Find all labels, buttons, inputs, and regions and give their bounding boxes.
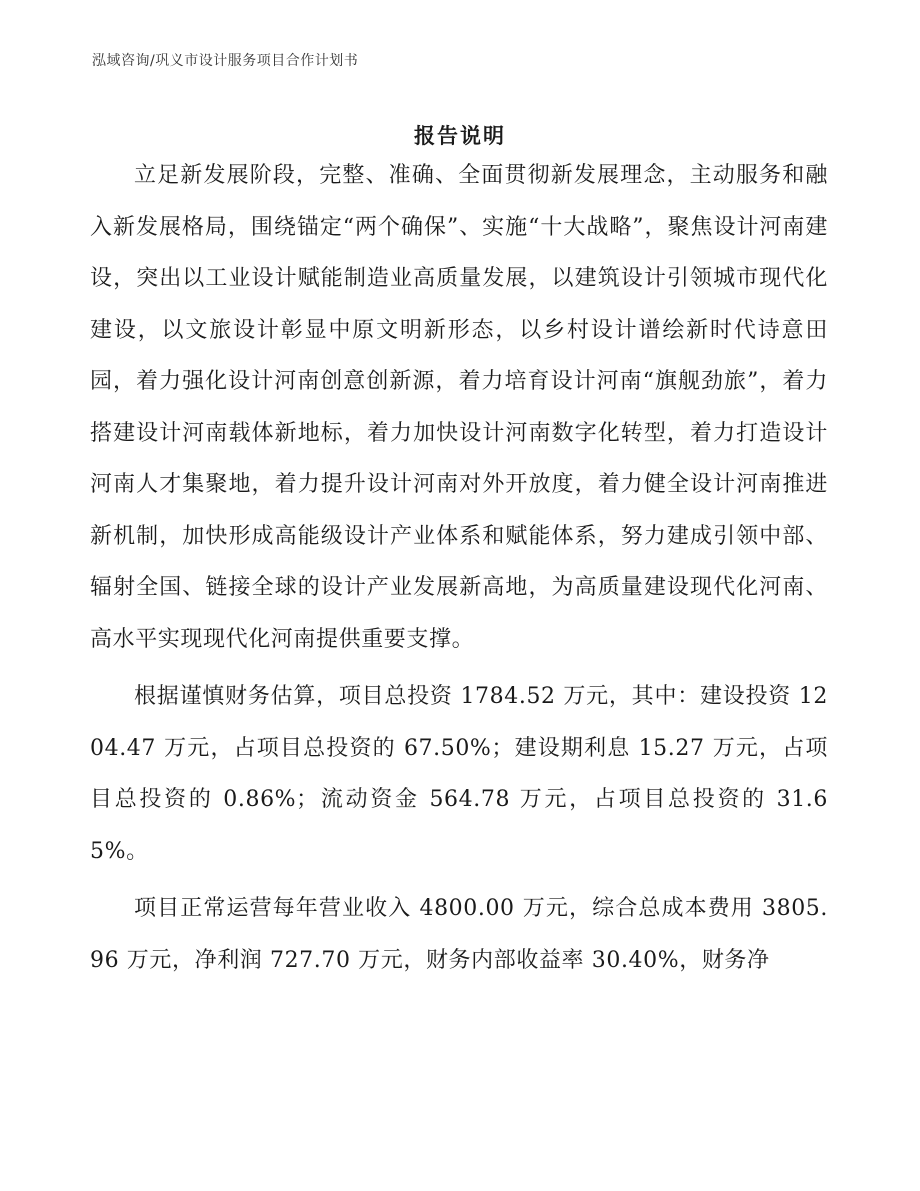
paragraph-investment-estimate: 根据谨慎财务估算，项目总投资 1784.52 万元，其中：建设投资 1204.47 万元，占项目总投资的 67.50%；建设期利息 15.27 万元，占项目总投资的 0.86%；流动资金 564.78 万元，占项目总投资的 31.65%。 bbox=[90, 684, 828, 864]
running-header: 泓域咨询/巩义市设计服务项目合作计划书 bbox=[92, 53, 359, 69]
page-title: 报告说明 bbox=[414, 124, 506, 148]
paragraph-operating-revenue: 项目正常运营每年营业收入 4800.00 万元，综合总成本费用 3805.96 万元，净利润 727.70 万元，财务内部收益率 30.40%，财务净 bbox=[90, 896, 828, 973]
paragraph-development-context: 立足新发展阶段，完整、准确、全面贯彻新发展理念，主动服务和融入新发展格局，围绕锚定“两个确保”、实施“十大战略”，聚焦设计河南建设，突出以工业设计赋能制造业高质量发展，以建筑设计引领城市现代化建设，以文旅设计彰显中原文明新形态，以乡村设计谱绘新时代诗意田园，着力强化设计河南创意创新源，着力培育设计河南“旗舰劲旅”，着力搭建设计河南载体新地标，着力加快设计河南数字化转型，着力打造设计河南人才集聚地，着力提升设计河南对外开放度，着力健全设计河南推进新机制，加快形成高能级设计产业体系和赋能体系，努力建成引领中部、辐射全国、链接全球的设计产业发展新高地，为高质量建设现代化河南、高水平实现现代化河南提供重要支撑。 bbox=[90, 163, 828, 652]
body-text bbox=[90, 150, 828, 986]
